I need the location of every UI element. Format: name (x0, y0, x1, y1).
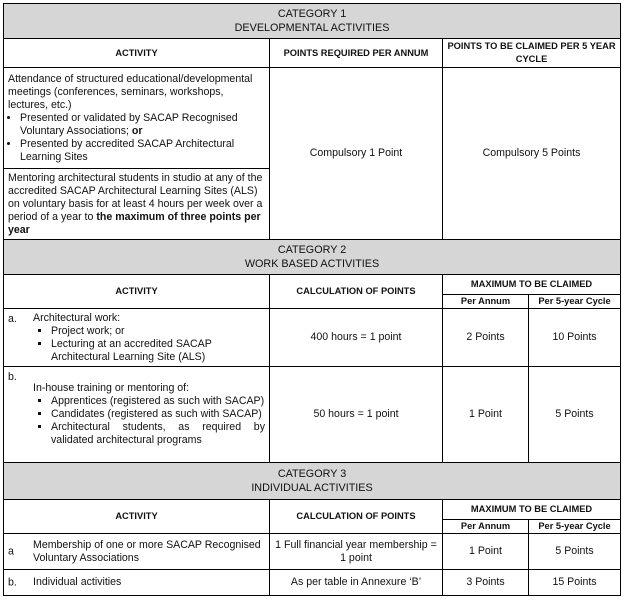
cat3-row-individual (4, 570, 270, 596)
cat3-row-a-per-annum: 1 Point (443, 534, 529, 570)
category-2-header (4, 240, 621, 275)
cat1-meetings-bullet-1: Presented or validated by SACAP Recognised Voluntary Associations; (20, 111, 238, 137)
cat2-per-cycle-header: Per 5-year Cycle (529, 295, 621, 309)
cat2-row-a-letter: a. (8, 313, 17, 325)
cat2-per-annum-header: Per Annum (443, 295, 529, 309)
cat3-row-b-letter: b. (8, 576, 17, 588)
cat2-row-b-bullet-1: Apprentices (registered as such with SACAP) (51, 395, 265, 407)
cat2-row-a-per-cycle: 10 Points (529, 309, 621, 367)
category-1-header (4, 4, 621, 39)
category-3-header (4, 463, 621, 500)
cpd-points-table (3, 3, 621, 596)
cat2-row-b-list (33, 395, 265, 447)
cat1-mentoring-text: Mentoring architectural students in studio at any of the accredited SACAP Architectural Learning Sites (ALS) on voluntary basis for at least 4 hours per week over a period of a year to (8, 171, 263, 223)
cat2-activity-header: ACTIVITY (4, 275, 270, 309)
cat1-points-required-value: Compulsory 1 Point (270, 68, 443, 240)
cat2-row-a-bullet-1: Project work; or (51, 324, 125, 337)
cat3-per-annum-header: Per Annum (443, 520, 529, 534)
cat3-row-a-per-cycle: 5 Points (529, 534, 621, 570)
cat3-row-a-activity: Membership of one or more SACAP Recognised Voluntary Associations (33, 538, 261, 564)
cat2-calculation-header: CALCULATION OF POINTS (270, 275, 443, 309)
cat3-row-b-per-cycle: 15 Points (529, 570, 621, 596)
cat2-row-b-calculation: 50 hours = 1 point (270, 367, 443, 463)
list-item (51, 408, 265, 421)
cat3-calculation-header: CALCULATION OF POINTS (270, 500, 443, 534)
cat3-row-a-calculation: 1 Full financial year membership = 1 point (270, 534, 443, 570)
category-2-title: CATEGORY 2 (277, 244, 347, 256)
cat3-row-membership (4, 534, 270, 570)
cat2-row-b-bullet-2: Candidates (registered as such with SACAP) (51, 408, 262, 420)
list-item (20, 112, 265, 138)
cat3-maximum-header: MAXIMUM TO BE CLAIMED (443, 500, 621, 520)
cat1-mentoring-bold-text: the maximum of three points per year (8, 210, 261, 236)
category-2-subtitle: WORK BASED ACTIVITIES (244, 258, 380, 270)
cat3-row-b-per-annum: 3 Points (443, 570, 529, 596)
cat2-row-a-per-annum: 2 Points (443, 309, 529, 367)
cat1-points-claimed-value: Compulsory 5 Points (443, 68, 621, 240)
list-item (51, 395, 265, 408)
cat3-row-b-activity: Individual activities (33, 576, 122, 588)
cat2-row-b-per-cycle: 5 Points (529, 367, 621, 463)
cat2-row-b-bullet-3: Architectural students, as required by validated architectural programs (51, 421, 265, 446)
category-3-subtitle: INDIVIDUAL ACTIVITIES (251, 482, 373, 494)
cat2-row-a-list (33, 325, 265, 364)
cat2-maximum-header: MAXIMUM TO BE CLAIMED (443, 275, 621, 295)
cat1-meetings-bullet-2: Presented by accredited SACAP Architectural Learning Sites (20, 137, 235, 163)
cat1-activity-header: ACTIVITY (4, 39, 270, 68)
cat2-row-a-bullet-2: Lecturing at an accredited SACAP Architectural Learning Site (ALS) (51, 337, 212, 363)
list-item (51, 421, 265, 447)
cat3-activity-header: ACTIVITY (4, 500, 270, 534)
cat1-meetings-list (8, 112, 265, 164)
cat2-row-in-house-training (4, 367, 270, 463)
category-3-title: CATEGORY 3 (277, 468, 347, 480)
cat2-row-a-calculation: 400 hours = 1 point (270, 309, 443, 367)
category-1-subtitle: DEVELOPMENTAL ACTIVITIES (234, 22, 390, 34)
cat2-row-b-title: In-house training or mentoring of: (33, 382, 190, 394)
cat1-points-required-header: POINTS REQUIRED PER ANNUM (270, 39, 443, 68)
cat3-row-b-calculation: As per table in Annexure ‘B’ (270, 570, 443, 596)
list-item (20, 138, 265, 164)
cat2-row-a-title: Architectural work: (33, 311, 121, 324)
cat1-meetings-or: or (131, 124, 143, 137)
cat1-points-claimed-header: POINTS TO BE CLAIMED PER 5 YEAR CYCLE (443, 39, 621, 68)
list-item (51, 325, 265, 338)
cat1-meetings-intro: Attendance of structured educational/developmental meetings (conferences, seminars, workshops, lectures, etc.) (8, 72, 253, 111)
category-1-title: CATEGORY 1 (277, 8, 347, 20)
cat2-row-architectural-work (4, 309, 270, 367)
cat3-per-cycle-header: Per 5-year Cycle (529, 520, 621, 534)
cat1-row-meetings (4, 68, 270, 169)
list-item (51, 338, 265, 364)
cat2-row-b-letter: b. (8, 371, 17, 383)
cat2-row-b-per-annum: 1 Point (443, 367, 529, 463)
cat1-row-mentoring (4, 169, 270, 240)
cat3-row-a-letter: a (8, 545, 14, 557)
